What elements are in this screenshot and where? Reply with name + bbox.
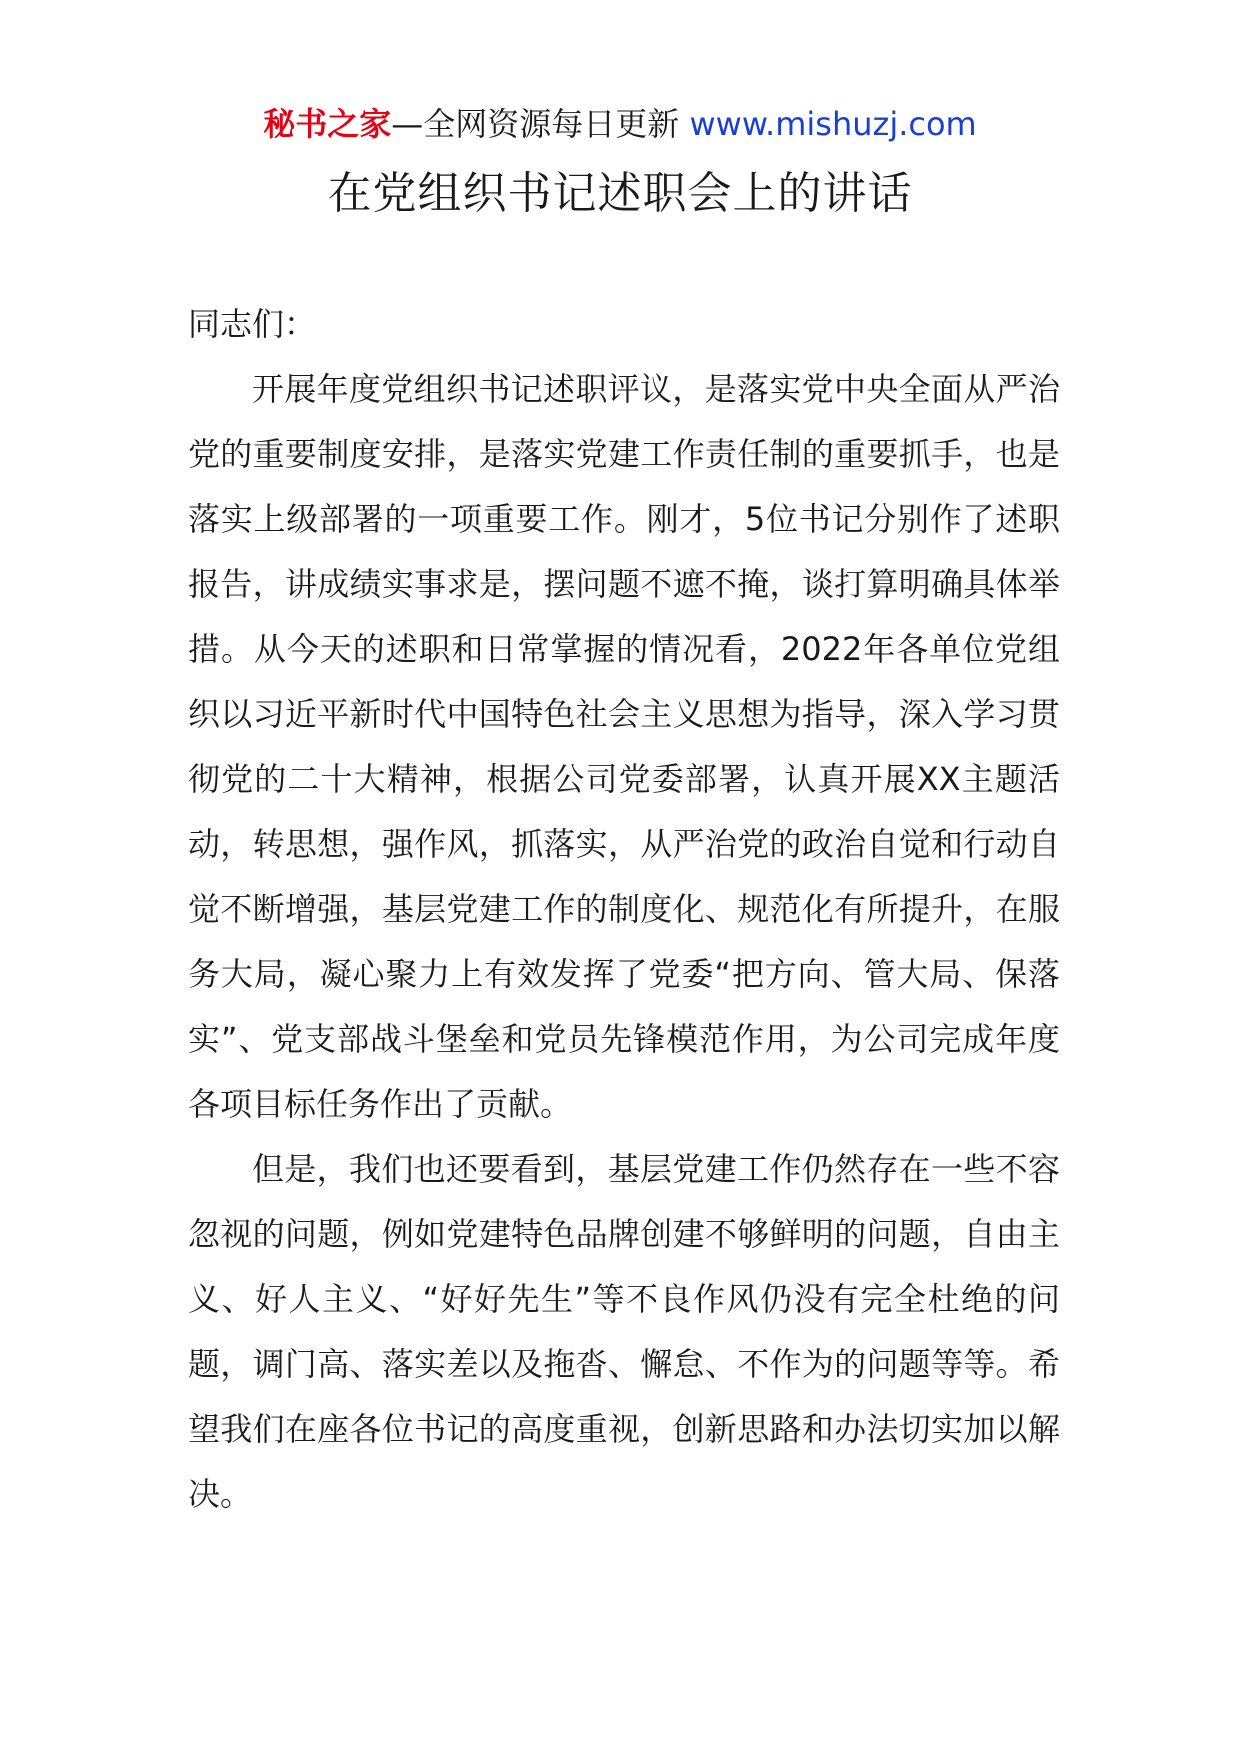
- document-body: [188, 292, 1060, 1527]
- header-tagline: —全网资源每日更新: [391, 105, 680, 143]
- site-url-link[interactable]: www.mishuzj.com: [689, 105, 977, 143]
- body-paragraph: 开展年度党组织书记述职评议，是落实党中央全面从严治党的重要制度安排，是落实党建工作责任制的重要抓手，也是落实上级部署的一项重要工作。刚才，5位书记分别作了述职报告，讲成绩实事求是，摆问题不遮不掩，谈打算明确具体举措。从今天的述职和日常掌握的情况看，2022年各单位党组织以习近平新时代中国特色社会主义思想为指导，深入学习贯彻党的二十大精神，根据公司党委部署，认真开展XX主题活动，转思想，强作风，抓落实，从严治党的政治自觉和行动自觉不断增强，基层党建工作的制度化、规范化有所提升，在服务大局，凝心聚力上有效发挥了党委“把方向、管大局、保落实”、党支部战斗堡垒和党员先锋模范作用，为公司完成年度各项目标任务作出了贡献。: [188, 370, 1060, 1123]
- document-title: 在党组织书记述职会上的讲话: [327, 168, 913, 219]
- body-paragraph: 但是，我们也还要看到，基层党建工作仍然存在一些不容忽视的问题，例如党建特色品牌创建不够鲜明的问题，自由主义、好人主义、“好好先生”等不良作风仍没有完全杜绝的问题，调门高、落实差以及拖沓、懈怠、不作为的问题等等。希望我们在座各位书记的高度重视，创新思路和办法切实加以解决。: [188, 1150, 1060, 1513]
- salutation: 同志们：: [188, 305, 317, 343]
- site-header: [0, 100, 1240, 148]
- brand-name: 秘书之家: [263, 105, 392, 143]
